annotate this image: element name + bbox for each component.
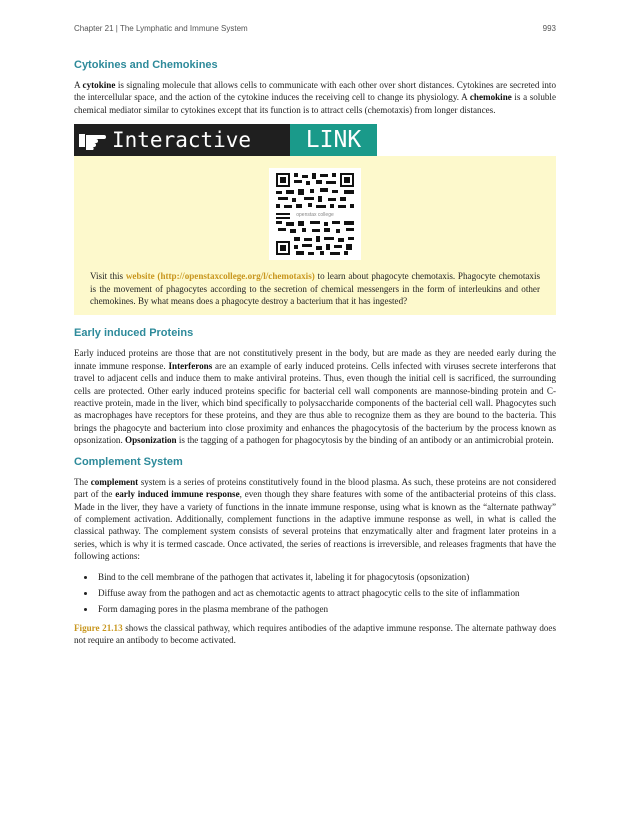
interactive-link-banner — [74, 124, 556, 156]
qr-code[interactable] — [269, 168, 361, 260]
cytokines-paragraph: A cytokine is signaling molecule that allows cells to communicate with each other over short distances. Cytokines are secreted into the intercellular space, and the action of the cytokine induces the receiving cell to change its physiology. A chemokine is a soluble chemical mediator similar to cytokines except that its function is to attract cells (chemotaxis) from longer distances. — [74, 80, 557, 115]
pointing-hand-icon — [78, 129, 108, 151]
term-opsonization: Opsonization — [125, 435, 177, 446]
chemotaxis-website-link[interactable]: website (http://openstaxcollege.org/l/chemotaxis) — [125, 271, 315, 282]
section-title-early-induced: Early induced Proteins — [74, 327, 194, 340]
section-title-complement: Complement System — [74, 455, 183, 468]
figure-21-13-link[interactable]: Figure 21.13 — [74, 622, 123, 633]
term-interferons: Interferons — [168, 360, 213, 371]
list-item: • Diffuse away from the pathogen and act as chemotactic agents to attract phagocytic cells to the site of inflammation — [96, 587, 556, 599]
list-item: • Form damaging pores in the plasma membrane of the pathogen — [96, 603, 556, 615]
term-chemokine: chemokine — [469, 92, 512, 103]
chapter-title: Chapter 21 | The Lymphatic and Immune System — [74, 24, 248, 33]
page-number: 993 — [542, 24, 556, 33]
list-item: • Bind to the cell membrane of the pathogen that activates it, labeling it for phagocytosis (opsonization) — [96, 571, 556, 583]
complement-paragraph: The complement system is a series of proteins constitutively found in the blood plasma. As such, these proteins are not considered part of the early induced immune response, even though they share features with some of the antibacterial proteins of this class. Made in the liver, they have a variety of functions in the innate immune response, using what is known as the “alternate pathway” of complement activation. Additionally, complement functions in the adaptive immune response as well, in what is called the classical pathway. The complement system consists of several proteins that enzymatically alter and fragment later proteins in a series, which is why it is termed cascade. Once activated, the series of reactions is irreversible, and releases fragments that have the following actions: — [74, 476, 556, 562]
qr-caption: openstax college — [296, 212, 334, 219]
link-word: LINK — [290, 124, 377, 156]
qr-code-graphic — [274, 171, 356, 257]
term-early-induced-immune-response: early induced immune response — [115, 489, 240, 500]
interactive-word: Interactive — [112, 128, 252, 153]
term-complement: complement — [90, 476, 139, 487]
figure-reference-paragraph: Figure 21.13 shows the classical pathway, which requires antibodies of the adaptive immune response. The alternate pathway does not require an antibody to become activated. — [74, 622, 556, 646]
interactive-link-box — [74, 156, 556, 315]
interactive-link-text: Visit this website (http://openstaxcollege.org/l/chemotaxis) to learn about phagocyte chemotaxis. Phagocyte chemotaxis is the movement of phagocytes according to the secretion of chemical messengers in the form of interleukins and other chemokines. By what means does a phagocyte destroy a bacterium that it has ingested? — [90, 271, 541, 307]
page-content — [74, 58, 556, 655]
early-induced-paragraph: Early induced proteins are those that are not constitutively present in the body, but are made as they are needed early during the innate immune response. Interferons are an example of early induced proteins. Cells infected with viruses secrete interferons that travel to adjacent cells and induce them to make antiviral proteins. Thus, even though the initial cell is sacrificed, the surrounding cells are protected. Other early induced proteins specific for bacterial cell wall components are mannose-binding protein and C-reactive protein, made in the liver, which bind specifically to polysaccharide components of the bacterial cell wall. Phagocytes such as macrophages have receptors for these proteins, and they are thus able to recognize them as they are bound to the bacteria. This brings the phagocyte and bacterium into close proximity and enhances the phagocytosis of the bacterium by the process known as opsonization. Opsonization is the tagging of a pathogen for phagocytosis by the binding of an antibody or an antimicrobial protein. — [74, 348, 556, 446]
section-title-cytokines: Cytokines and Chemokines — [74, 59, 218, 71]
term-cytokine: cytokine — [82, 80, 116, 90]
complement-actions-list — [74, 571, 556, 616]
page-header — [74, 24, 556, 33]
